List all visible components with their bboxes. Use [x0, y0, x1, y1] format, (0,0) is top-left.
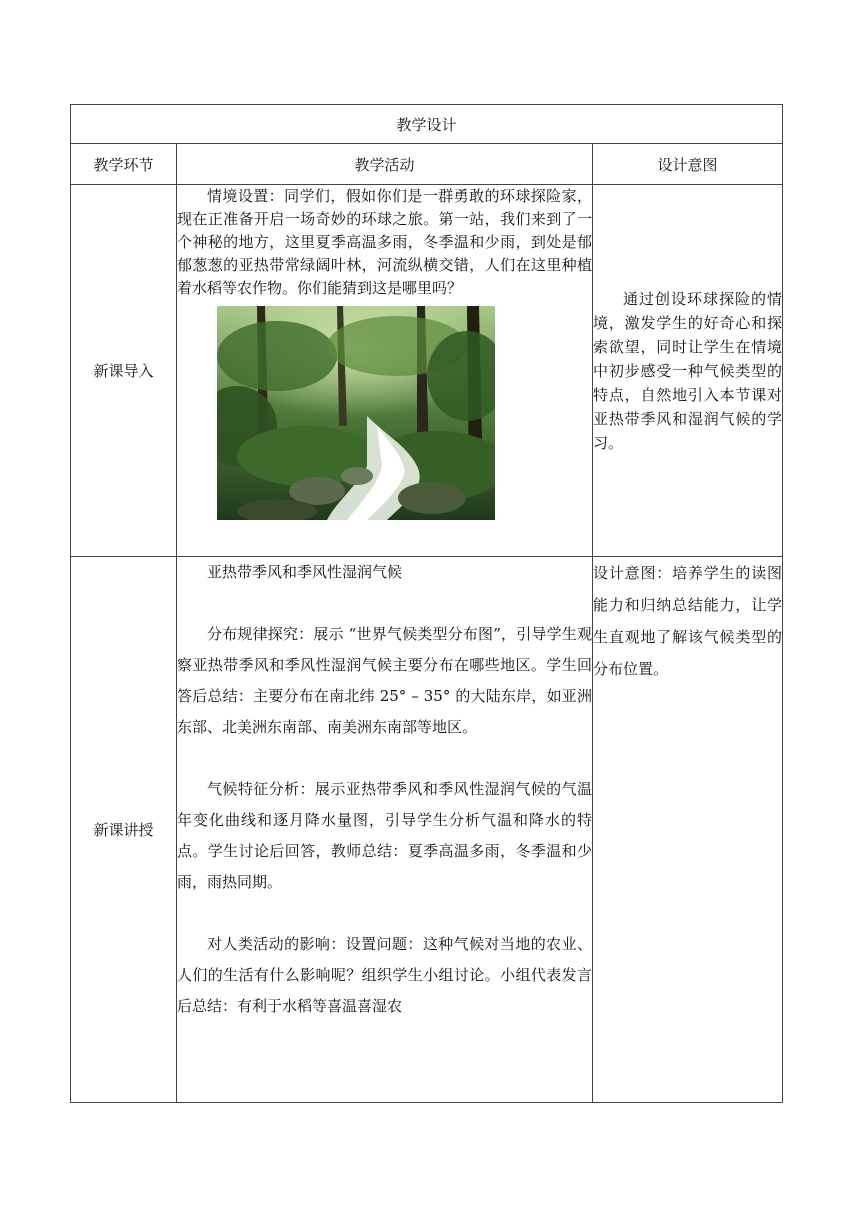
row-stage-intro: 新课导入: [71, 185, 177, 557]
header-activity: 教学活动: [177, 144, 593, 185]
header-stage: 教学环节: [71, 144, 177, 185]
table-row: [71, 185, 783, 557]
activity-intro: [177, 185, 593, 557]
header-intent: 设计意图: [593, 144, 783, 185]
paragraph-distribution: 分布规律探究：展示 “世界气候类型分布图”，引导学生观察亚热带季风和季风性湿润气候主要分布在哪些地区。学生回答后总结：主要分布在南北纬 25° – 35° 的大陆东岸，如亚洲东部、北美洲东南部、南美洲东南部等地区。: [177, 625, 592, 736]
row-stage-lecture: 新课讲授: [71, 557, 177, 1103]
intent-intro: [593, 185, 783, 557]
table-row: [71, 557, 783, 1103]
intent-intro-text: 通过创设环球探险的情境，激发学生的好奇心和探索欲望，同时让学生在情境中初步感受一种气候类型的特点，自然地引入本节课对亚热带季风和湿润气候的学习。: [593, 289, 783, 452]
intent-lecture: [593, 557, 783, 1103]
paragraph-climate-features: 气候特征分析：展示亚热带季风和季风性湿润气候的气温年变化曲线和逐月降水量图，引导学生分析气温和降水的特点。学生讨论后回答，教师总结：夏季高温多雨，冬季温和少雨，雨热同期。: [177, 780, 592, 891]
intent-lecture-text: 设计意图：培养学生的读图能力和归纳总结能力，让学生直观地了解该气候类型的分布位置。: [593, 564, 783, 678]
table-title: 教学设计: [71, 105, 783, 144]
section-title: 亚热带季风和季风性湿润气候: [207, 563, 403, 581]
intro-scenario-text: 情境设置：同学们，假如你们是一群勇敢的环球探险家，现在正准备开启一场奇妙的环球之旅。第一站，我们来到了一个神秘的地方，这里夏季高温多雨，冬季温和少雨，到处是郁郁葱葱的亚热带常绿阔叶林，河流纵横交错，人们在这里种植着水稻等农作物。你们能猜到这是哪里吗？: [177, 187, 592, 297]
forest-stream-photo: [217, 306, 495, 520]
activity-lecture: [177, 557, 593, 1103]
teaching-design-table: [70, 104, 783, 1103]
paragraph-human-impact: 对人类活动的影响：设置问题：这种气候对当地的农业、人们的生活有什么影响呢？组织学生小组讨论。小组代表发言后总结：有利于水稻等喜温喜湿农: [177, 935, 592, 1015]
